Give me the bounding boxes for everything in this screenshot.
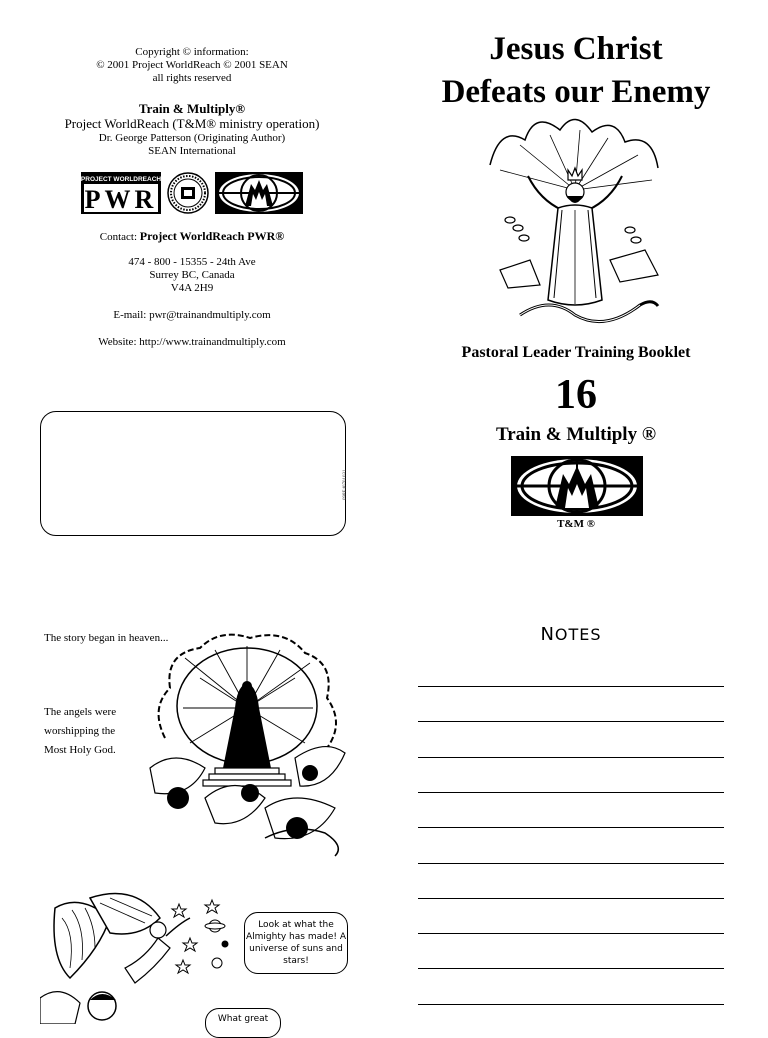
tm-globe-logo — [511, 456, 643, 516]
note-line — [418, 933, 724, 934]
angels-illustration — [40, 888, 240, 1024]
author-line: Dr. George Patterson (Originating Author) — [98, 132, 286, 144]
copyright-line: all rights reserved — [152, 72, 232, 84]
notes-title — [418, 624, 724, 645]
train-multiply-title: Train & Multiply® — [138, 101, 246, 116]
note-line — [418, 686, 724, 687]
tm-mark: TM — [626, 510, 635, 516]
blank-rounded-box — [40, 411, 346, 536]
note-line — [418, 968, 724, 969]
address-line: V4A 2H9 — [170, 282, 214, 294]
pwr-operation: Project WorldReach (T&M® ministry operation) — [64, 116, 320, 131]
note-line — [418, 827, 724, 828]
email-line: E-mail: pwr@trainandmultiply.com — [113, 309, 271, 321]
pwr-logo-letters: PWR — [84, 185, 158, 214]
note-line — [418, 721, 724, 722]
notes-title-initial: N — [540, 624, 555, 645]
booklet-number: 16 — [555, 372, 597, 418]
pwr-logo-top: PROJECT WORLDREACH — [81, 176, 161, 183]
tm-caption: T&M ® — [557, 518, 595, 530]
contact-label: Contact: — [99, 231, 138, 243]
pwr-logo — [81, 172, 161, 214]
website-line: Website: http://www.trainandmultiply.com — [98, 336, 286, 348]
comic-caption: The story began in heaven... — [44, 632, 169, 644]
info-panel — [40, 46, 344, 349]
note-line — [418, 792, 724, 793]
note-line — [418, 757, 724, 758]
note-line — [418, 1004, 724, 1005]
cover-title — [418, 28, 734, 114]
cover-title-line: Jesus Christ — [489, 31, 663, 67]
speech-bubble: What great — [205, 1008, 281, 1038]
sean-seal-logo — [166, 172, 210, 214]
copyright-line: Copyright © information: — [135, 46, 249, 58]
notes-title-rest: OTES — [554, 625, 602, 644]
speech-bubble: Look at what the Almighty has made! A universe of suns and stars! — [244, 912, 348, 974]
risen-christ-illustration — [480, 110, 670, 335]
comic-caption: The angels were worshipping the Most Holy God. — [44, 706, 117, 756]
note-line — [418, 898, 724, 899]
booklet-label: Pastoral Leader Training Booklet — [461, 344, 691, 361]
print-code: 098E40701031 — [343, 469, 348, 500]
address-block — [40, 256, 344, 295]
train-multiply-heading: Train & Multiply ® — [495, 424, 657, 445]
note-line — [418, 863, 724, 864]
logo-row — [40, 172, 344, 216]
org-line: SEAN International — [148, 145, 236, 157]
address-line: 474 - 800 - 15355 - 24th Ave — [128, 256, 256, 268]
copyright-line: © 2001 Project WorldReach © 2001 SEAN — [96, 59, 288, 71]
address-line: Surrey BC, Canada — [149, 269, 235, 281]
cover-title-line: Defeats our Enemy — [441, 74, 711, 110]
heaven-throne-illustration — [145, 628, 350, 858]
contact-line — [40, 230, 344, 244]
tm-globe-logo-small — [215, 172, 303, 214]
contact-name: Project WorldReach PWR® — [139, 229, 285, 243]
